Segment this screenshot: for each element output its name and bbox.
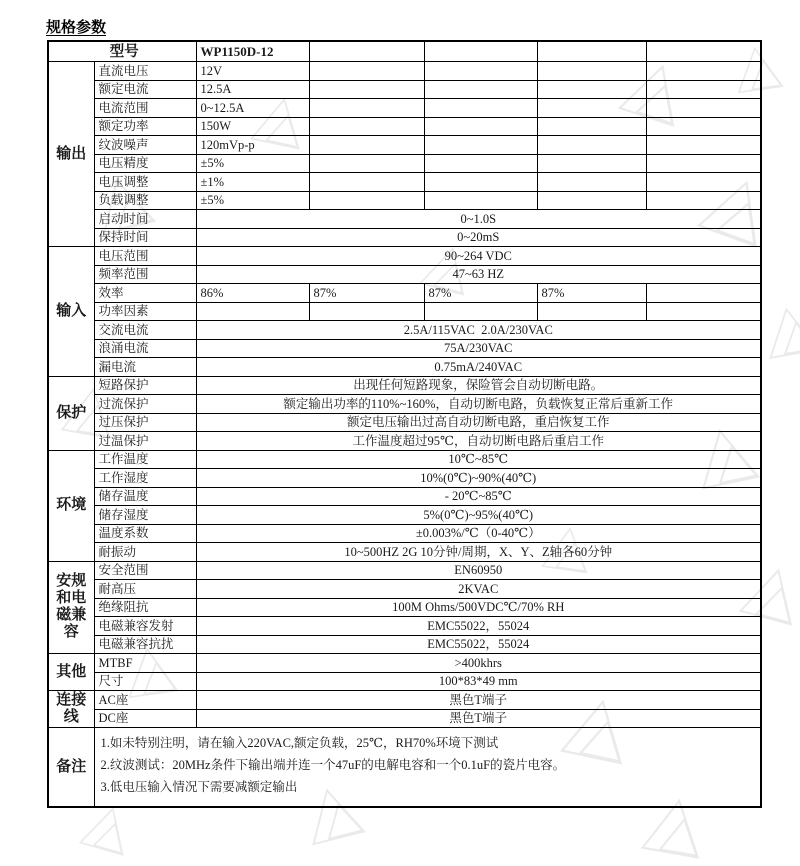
table-row — [48, 469, 761, 488]
param-name: 启动时间 — [94, 210, 196, 229]
section-label: 安规和电磁兼容 — [48, 561, 94, 654]
param-name: 电磁兼容发射 — [94, 617, 196, 636]
table-row — [48, 524, 761, 543]
param-value: 150W — [196, 117, 309, 136]
empty-cell — [309, 80, 424, 99]
param-value: 出现任何短路现象，保险管会自动切断电路。 — [196, 376, 761, 395]
table-row — [48, 376, 761, 395]
param-value: 86% — [196, 284, 309, 303]
param-value: 额定输出功率的110%~160%，自动切断电路，负载恢复正常后重新工作 — [196, 395, 761, 414]
empty-cell — [309, 62, 424, 81]
param-name: 短路保护 — [94, 376, 196, 395]
param-value: 2.5A/115VAC 2.0A/230VAC — [196, 321, 761, 340]
empty-cell — [646, 154, 761, 173]
section-label: 保护 — [48, 376, 94, 450]
section-label: 备注 — [48, 728, 94, 808]
empty-cell — [646, 99, 761, 118]
param-name: 温度系数 — [94, 524, 196, 543]
table-row — [48, 543, 761, 562]
param-name: 储存温度 — [94, 487, 196, 506]
param-value: 2KVAC — [196, 580, 761, 599]
table-row — [48, 302, 761, 321]
table-row — [48, 210, 761, 229]
param-value: 0~12.5A — [196, 99, 309, 118]
empty-cell — [309, 136, 424, 155]
empty-cell — [537, 302, 646, 321]
section-label: 其他 — [48, 654, 94, 691]
param-name: 纹波噪声 — [94, 136, 196, 155]
empty-cell — [537, 117, 646, 136]
empty-cell — [424, 191, 537, 210]
param-name: 漏电流 — [94, 358, 196, 377]
empty-cell — [646, 80, 761, 99]
param-name: 频率范围 — [94, 265, 196, 284]
param-value: 47~63 HZ — [196, 265, 761, 284]
param-value: 0~20mS — [196, 228, 761, 247]
empty-cell — [424, 136, 537, 155]
empty-cell — [537, 41, 646, 62]
param-value: 120mVp-p — [196, 136, 309, 155]
section-label: 环境 — [48, 450, 94, 561]
param-value: 100M Ohms/500VDC℃/70% RH — [196, 598, 761, 617]
empty-cell — [646, 302, 761, 321]
empty-cell — [196, 302, 309, 321]
empty-cell — [309, 41, 424, 62]
table-row — [48, 358, 761, 377]
empty-cell — [424, 154, 537, 173]
empty-cell — [424, 80, 537, 99]
table-row — [48, 228, 761, 247]
empty-cell — [309, 302, 424, 321]
param-name: 额定功率 — [94, 117, 196, 136]
param-value: 12.5A — [196, 80, 309, 99]
param-name: 安全范围 — [94, 561, 196, 580]
table-row — [48, 672, 761, 691]
param-value: EMC55022，55024 — [196, 635, 761, 654]
param-name: 尺寸 — [94, 672, 196, 691]
section-label: 输出 — [48, 62, 94, 247]
param-name: 电压精度 — [94, 154, 196, 173]
empty-cell — [646, 41, 761, 62]
table-row — [48, 395, 761, 414]
param-value: 75A/230VAC — [196, 339, 761, 358]
table-row — [48, 191, 761, 210]
table-row — [48, 321, 761, 340]
param-value: >400khrs — [196, 654, 761, 673]
remarks-row — [48, 728, 761, 808]
empty-cell — [537, 62, 646, 81]
empty-cell — [537, 154, 646, 173]
param-value: 5%(0℃)~95%(40℃) — [196, 506, 761, 525]
param-name: 绝缘阻抗 — [94, 598, 196, 617]
table-row — [48, 654, 761, 673]
empty-cell — [309, 191, 424, 210]
table-row — [48, 709, 761, 728]
empty-cell — [646, 62, 761, 81]
param-name: 工作湿度 — [94, 469, 196, 488]
empty-cell — [309, 99, 424, 118]
model-row — [48, 41, 761, 62]
section-label: 输入 — [48, 247, 94, 377]
table-row — [48, 635, 761, 654]
param-value: 87% — [424, 284, 537, 303]
table-row — [48, 561, 761, 580]
table-row — [48, 117, 761, 136]
param-value: ±1% — [196, 173, 309, 192]
empty-cell — [424, 99, 537, 118]
remark-line: 2.纹波测试：20MHz条件下输出端并连一个47uF的电解电容和一个0.1uF的瓷片电容。 — [100, 758, 566, 772]
table-row — [48, 432, 761, 451]
empty-cell — [537, 191, 646, 210]
param-name: 电压范围 — [94, 247, 196, 266]
param-value: 0~1.0S — [196, 210, 761, 229]
spec-table — [47, 40, 762, 808]
param-name: 交流电流 — [94, 321, 196, 340]
param-name: DC座 — [94, 709, 196, 728]
table-row — [48, 691, 761, 710]
empty-cell — [309, 154, 424, 173]
param-value: 额定电压输出过高自动切断电路，重启恢复工作 — [196, 413, 761, 432]
param-name: 储存湿度 — [94, 506, 196, 525]
table-row — [48, 173, 761, 192]
empty-cell — [537, 173, 646, 192]
empty-cell — [646, 284, 761, 303]
empty-cell — [646, 136, 761, 155]
param-value: 10%(0℃)~90%(40℃) — [196, 469, 761, 488]
param-value: 100*83*49 mm — [196, 672, 761, 691]
param-value: 黑色T端子 — [196, 691, 761, 710]
empty-cell — [309, 117, 424, 136]
table-row — [48, 339, 761, 358]
empty-cell — [537, 136, 646, 155]
table-row — [48, 62, 761, 81]
param-name: 电压调整 — [94, 173, 196, 192]
param-name: 效率 — [94, 284, 196, 303]
param-value: EN60950 — [196, 561, 761, 580]
param-name: 过温保护 — [94, 432, 196, 451]
table-row — [48, 413, 761, 432]
model-value: WP1150D-12 — [196, 41, 309, 62]
section-label: 连接线 — [48, 691, 94, 728]
param-name: 保持时间 — [94, 228, 196, 247]
table-row — [48, 99, 761, 118]
param-value: 12V — [196, 62, 309, 81]
param-name: MTBF — [94, 654, 196, 673]
table-row — [48, 247, 761, 266]
param-name: 工作温度 — [94, 450, 196, 469]
param-value: 黑色T端子 — [196, 709, 761, 728]
table-row — [48, 506, 761, 525]
table-row — [48, 450, 761, 469]
param-value: 工作温度超过95℃，自动切断电路后重启工作 — [196, 432, 761, 451]
table-row — [48, 284, 761, 303]
table-row — [48, 598, 761, 617]
empty-cell — [646, 173, 761, 192]
empty-cell — [424, 117, 537, 136]
param-name: 浪涌电流 — [94, 339, 196, 358]
param-value: ±5% — [196, 191, 309, 210]
param-name: 耐振动 — [94, 543, 196, 562]
empty-cell — [537, 99, 646, 118]
param-name: 功率因素 — [94, 302, 196, 321]
param-value: ±5% — [196, 154, 309, 173]
table-row — [48, 136, 761, 155]
model-label: 型号 — [48, 41, 196, 62]
table-row — [48, 154, 761, 173]
empty-cell — [424, 41, 537, 62]
empty-cell — [537, 80, 646, 99]
param-value: 87% — [309, 284, 424, 303]
empty-cell — [424, 302, 537, 321]
param-value: - 20℃~85℃ — [196, 487, 761, 506]
param-name: 负载调整 — [94, 191, 196, 210]
param-name: 过压保护 — [94, 413, 196, 432]
param-name: 额定电流 — [94, 80, 196, 99]
table-row — [48, 265, 761, 284]
param-value: 87% — [537, 284, 646, 303]
param-value: ±0.003%/℃（0-40℃） — [196, 524, 761, 543]
param-value: EMC55022，55024 — [196, 617, 761, 636]
remark-line: 3.低电压输入情况下需要减额定输出 — [100, 780, 298, 794]
param-name: 直流电压 — [94, 62, 196, 81]
table-row — [48, 80, 761, 99]
empty-cell — [646, 191, 761, 210]
table-row — [48, 487, 761, 506]
param-name: 电磁兼容抗扰 — [94, 635, 196, 654]
page-title: 规格参数 — [46, 20, 107, 36]
remarks-content — [94, 728, 761, 808]
param-value: 10~500HZ 2G 10分钟/周期，X、Y、Z轴各60分钟 — [196, 543, 761, 562]
param-value: 0.75mA/240VAC — [196, 358, 761, 377]
empty-cell — [424, 173, 537, 192]
table-row — [48, 580, 761, 599]
param-name: 耐高压 — [94, 580, 196, 599]
empty-cell — [646, 117, 761, 136]
remark-line: 1.如未特别注明，请在输入220VAC,额定负载，25℃，RH70%环境下测试 — [100, 736, 499, 750]
param-value: 90~264 VDC — [196, 247, 761, 266]
param-value: 10℃~85℃ — [196, 450, 761, 469]
param-name: 过流保护 — [94, 395, 196, 414]
empty-cell — [309, 173, 424, 192]
param-name: 电流范围 — [94, 99, 196, 118]
param-name: AC座 — [94, 691, 196, 710]
table-row — [48, 617, 761, 636]
empty-cell — [424, 62, 537, 81]
